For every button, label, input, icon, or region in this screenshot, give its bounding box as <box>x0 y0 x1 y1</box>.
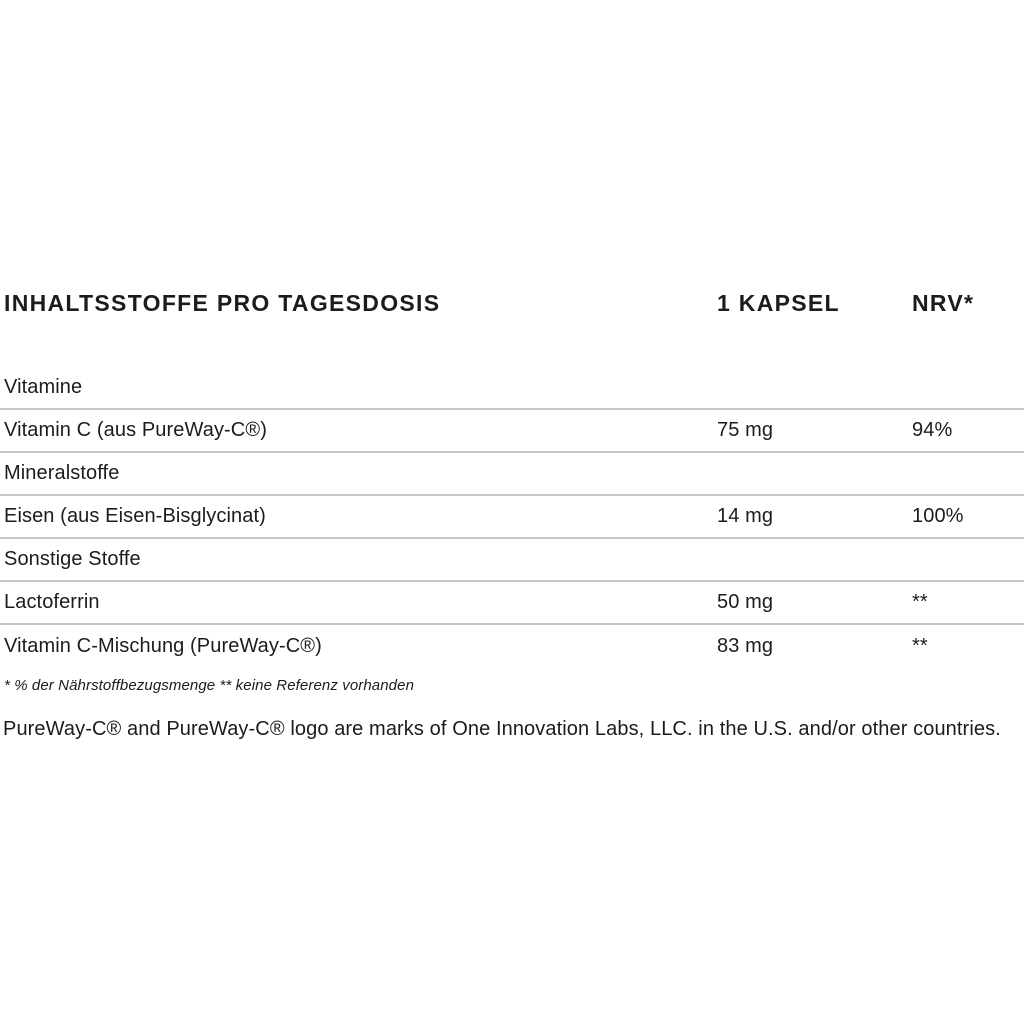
nrv-cell: ** <box>912 635 928 657</box>
column-header-nrv: NRV* <box>912 290 975 316</box>
amount-cell: 50 mg <box>717 591 774 613</box>
nrv-cell: ** <box>912 591 928 613</box>
section-label: Mineralstoffe <box>4 462 120 484</box>
trademark-note: PureWay-C® and PureWay-C® logo are marks of One Innovation Labs, LLC. in the U.S. and/or other countries. <box>3 718 1001 740</box>
table-title: INHALTSSTOFFE PRO TAGESDOSIS <box>4 290 441 316</box>
column-header-capsule: 1 KAPSEL <box>717 290 840 316</box>
ingredients-table <box>0 367 1024 668</box>
item-row-lactoferrin <box>0 582 1024 625</box>
item-row-vitamin-c <box>0 410 1024 453</box>
ingredient-label: Lactoferrin <box>4 591 100 613</box>
amount-cell: 75 mg <box>717 419 774 441</box>
ingredient-label: Vitamin C-Mischung (PureWay-C®) <box>4 635 322 657</box>
amount-cell: 14 mg <box>717 505 774 527</box>
amount-cell: 83 mg <box>717 635 774 657</box>
section-row-sonstige-stoffe <box>0 539 1024 582</box>
section-label: Vitamine <box>4 376 83 398</box>
nrv-cell: 94% <box>912 419 953 441</box>
item-row-eisen <box>0 496 1024 539</box>
section-row-vitamine <box>0 367 1024 410</box>
nrv-cell: 100% <box>912 505 964 527</box>
item-row-vitamin-c-mischung <box>0 625 1024 668</box>
table-header-row <box>0 290 1024 316</box>
section-label: Sonstige Stoffe <box>4 548 141 570</box>
ingredient-label: Vitamin C (aus PureWay-C®) <box>4 419 267 441</box>
section-row-mineralstoffe <box>0 453 1024 496</box>
nrv-footnote: * % der Nährstoffbezugsmenge ** keine Referenz vorhanden <box>4 677 415 694</box>
ingredient-label: Eisen (aus Eisen-Bisglycinat) <box>4 505 266 527</box>
